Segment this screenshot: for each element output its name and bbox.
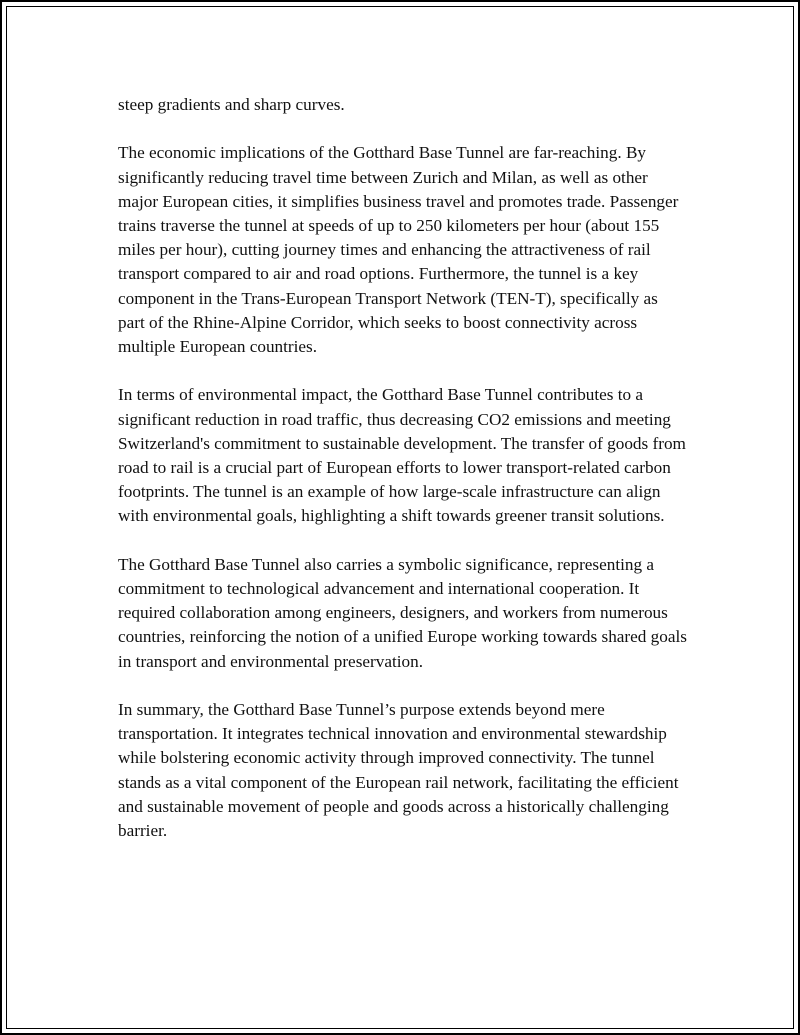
paragraph-environmental-impact: In terms of environmental impact, the Gotthard Base Tunnel contributes to a significant reduction in road traffic, thus decreasing CO2 emissions and meeting Switzerland's commitment to sustainable development. The transfer of goods from road to rail is a crucial part of European efforts to lower transport-related carbon footprints. The tunnel is an example of how large-scale infrastructure can align with environmental goals, highlighting a shift towards greener transit solutions.: [118, 385, 686, 526]
paragraph-economic-implications: The economic implications of the Gotthard Base Tunnel are far-reaching. By significantly reducing travel time between Zurich and Milan, as well as other major European cities, it simplifies business travel and promotes trade. Passenger trains traverse the tunnel at speeds of up to 250 kilometers per hour (about 155 miles per hour), cutting journey times and enhancing the attractiveness of rail transport compared to air and road options. Furthermore, the tunnel is a key component in the Trans-European Transport Network (TEN-T), specifically as part of the Rhine-Alpine Corridor, which seeks to boost connectivity across multiple European countries.: [118, 143, 679, 357]
paragraph-summary: In summary, the Gotthard Base Tunnel’s purpose extends beyond mere transportation. It integrates technical innovation and environmental stewardship while bolstering economic activity through improved connectivity. The tunnel stands as a vital component of the European rail network, facilitating the efficient and sustainable movement of people and goods across a historically challenging barrier.: [118, 700, 679, 841]
paragraph-continuation: steep gradients and sharp curves.: [118, 95, 345, 114]
paragraph-symbolic-significance: The Gotthard Base Tunnel also carries a symbolic significance, representing a commitment to technological advancement and international cooperation. It required collaboration among engineers, designers, and workers from numerous countries, reinforcing the notion of a unified Europe working towards shared goals in transport and environmental preservation.: [118, 554, 687, 671]
document-body: [118, 93, 688, 867]
